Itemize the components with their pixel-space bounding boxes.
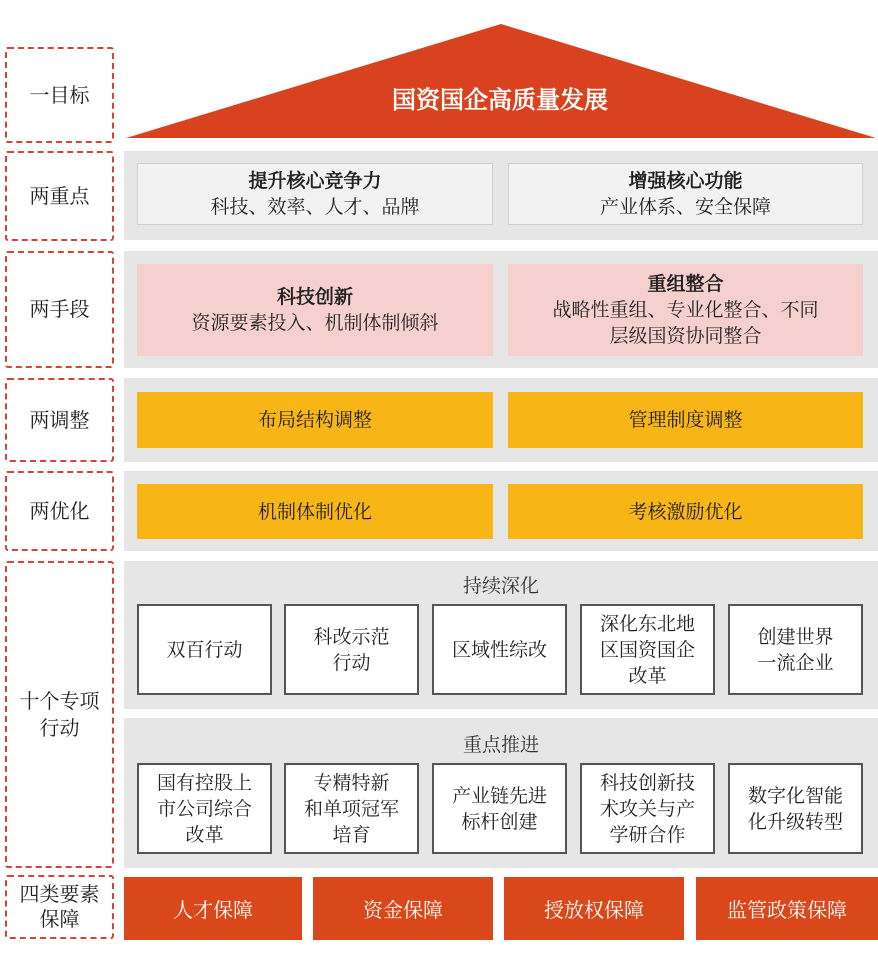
label-actions: [5, 561, 114, 868]
focus-1-sub: 科技、效率、人才、品牌: [210, 196, 420, 218]
deepen-title: 持续深化: [462, 575, 539, 597]
support-talent: 人才保障: [124, 877, 302, 940]
deepen-item-4: 深化东北地 区国资国企 改革: [580, 604, 715, 695]
means-2-sub: 战略性重组、专业化整合、不同 层级国资协同整合: [552, 299, 819, 347]
label-focus: [5, 151, 114, 241]
advance-item-5: 数字化智能 化升级转型: [728, 763, 863, 854]
support-authorization: 授放权保障: [504, 877, 684, 940]
label-focus-text: 两重点: [29, 183, 90, 208]
means-2-title: 重组整合: [647, 273, 724, 295]
deepen-item-5: 创建世界 一流企业: [728, 604, 863, 695]
advance-item-2: 专精特新 和单项冠军 培育: [284, 763, 419, 854]
label-means-text: 两手段: [29, 297, 90, 321]
focus-2-title: 增强核心功能: [628, 170, 743, 192]
optimize-box-1: 机制体制优化: [137, 484, 493, 539]
means-1-title: 科技创新: [276, 286, 353, 308]
label-optimize-text: 两优化: [29, 498, 90, 523]
label-means: [5, 251, 114, 368]
advance-item-1: 国有控股上 市公司综合 改革: [137, 763, 272, 854]
deepen-item-2: 科改示范 行动: [284, 604, 419, 695]
deepen-item-1: 双百行动: [137, 604, 272, 695]
deepen-item-3: 区域性综改: [432, 604, 567, 695]
advance-item-3: 产业链先进 标杆创建: [432, 763, 567, 854]
focus-2-sub: 产业体系、安全保障: [599, 196, 771, 218]
means-1-sub: 资源要素投入、机制体制倾斜: [191, 312, 439, 334]
roof-title: 国资国企高质量发展: [392, 86, 608, 114]
advance-item-4: 科技创新技 术攻关与产 学研合作: [580, 763, 715, 854]
label-adjust-text: 两调整: [29, 407, 90, 432]
focus-box-1: [137, 163, 493, 225]
adjust-box-2: 管理制度调整: [508, 392, 863, 448]
label-support-text: 四类要素 保障: [19, 882, 100, 931]
means-box-1: [137, 264, 493, 356]
optimize-box-2: 考核激励优化: [508, 484, 863, 539]
label-actions-text: 十个专项 行动: [19, 688, 100, 740]
support-funding: 资金保障: [313, 877, 493, 940]
means-box-2: [508, 264, 863, 356]
label-goal-text: 一目标: [29, 82, 90, 107]
label-adjust: [5, 378, 114, 462]
advance-title: 重点推进: [462, 734, 539, 756]
support-regulation: 监管政策保障: [696, 877, 878, 940]
label-support: [5, 875, 114, 939]
focus-box-2: [508, 163, 863, 225]
label-optimize: [5, 471, 114, 551]
focus-1-title: 提升核心竞争力: [248, 170, 382, 192]
label-goal: [5, 47, 114, 143]
adjust-box-1: 布局结构调整: [137, 392, 493, 448]
